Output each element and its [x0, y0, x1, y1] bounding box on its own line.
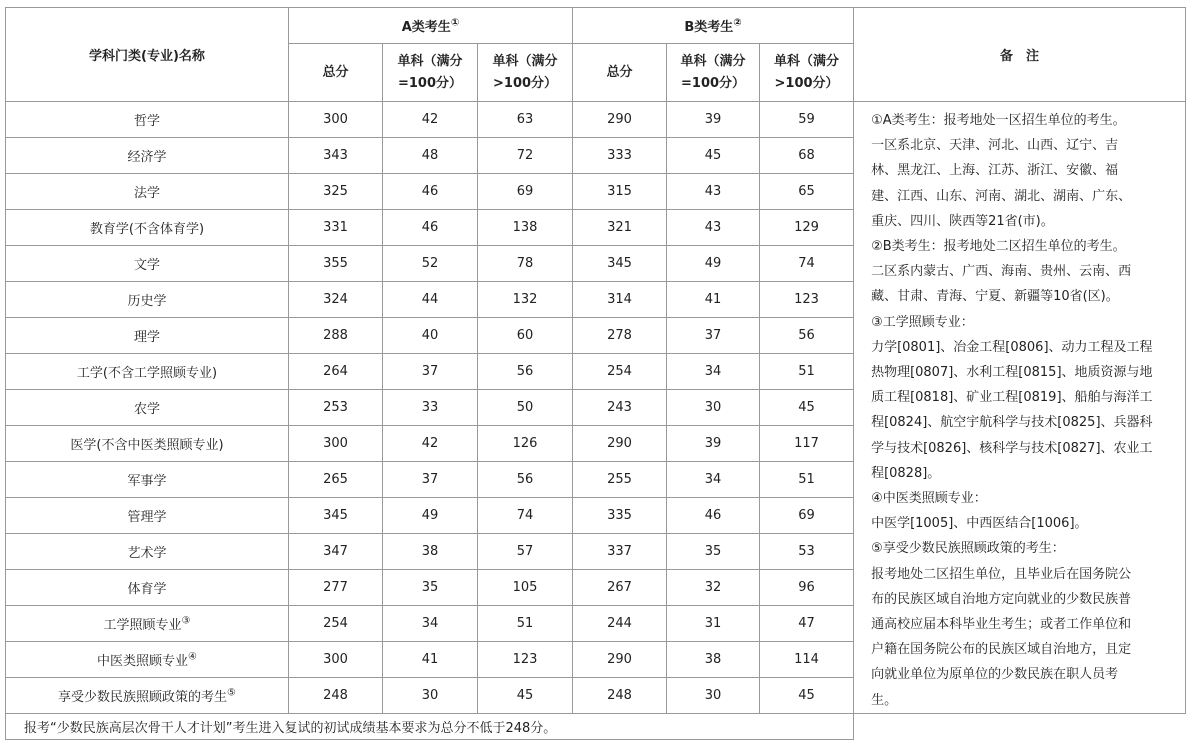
score-b-0: 290: [573, 102, 667, 138]
subject-name: 工学(不含工学照顾专业): [6, 353, 289, 389]
score-b-2: 65: [760, 173, 854, 209]
remark-line: 生。: [871, 692, 898, 708]
score-b-1: 30: [667, 677, 760, 713]
score-b-1: 39: [667, 425, 760, 461]
group-b-label: B类考生: [684, 20, 734, 35]
score-a-0: 345: [289, 497, 383, 533]
score-b-2: 117: [760, 425, 854, 461]
remark-line: 热物理[0807]、水利工程[0815]、地质资源与地: [871, 365, 1153, 381]
score-b-2: 59: [760, 102, 854, 138]
score-a-2: 56: [478, 461, 573, 497]
remark-line: 建、江西、山东、河南、湖北、湖南、广东、: [871, 188, 1132, 204]
score-a-1: 38: [383, 533, 478, 569]
score-b-2: 69: [760, 497, 854, 533]
group-a-mark: ①: [450, 17, 460, 29]
score-b-0: 314: [573, 281, 667, 317]
score-b-2: 51: [760, 353, 854, 389]
score-a-2: 45: [478, 677, 573, 713]
score-b-0: 321: [573, 209, 667, 245]
remark-line: 程[0824]、航空宇航科学与技术[0825]、兵器科: [871, 415, 1153, 431]
score-a-1: 46: [383, 209, 478, 245]
score-a-1: 37: [383, 461, 478, 497]
score-a-1: 52: [383, 245, 478, 281]
remark-line: 程[0828]。: [871, 465, 941, 481]
score-a-1: 48: [383, 137, 478, 173]
score-a-2: 132: [478, 281, 573, 317]
score-b-1: 34: [667, 461, 760, 497]
score-b-0: 243: [573, 389, 667, 425]
remark-line: 林、黑龙江、上海、江苏、浙江、安徽、福: [871, 163, 1119, 179]
subject-name: 经济学: [6, 137, 289, 173]
score-b-0: 290: [573, 641, 667, 677]
remark-line: 户籍在国务院公布的民族区域自治地方，且定: [871, 642, 1132, 658]
subject-name: 文学: [6, 245, 289, 281]
score-b-0: 345: [573, 245, 667, 281]
score-b-1: 32: [667, 569, 760, 605]
subject-name: 管理学: [6, 497, 289, 533]
score-a-0: 300: [289, 102, 383, 138]
score-a-1: 46: [383, 173, 478, 209]
score-a-0: 300: [289, 425, 383, 461]
subject-name: 法学: [6, 173, 289, 209]
score-b-2: 45: [760, 677, 854, 713]
score-a-0: 288: [289, 317, 383, 353]
score-a-1: 34: [383, 605, 478, 641]
score-b-1: 41: [667, 281, 760, 317]
score-a-0: 355: [289, 245, 383, 281]
score-a-2: 78: [478, 245, 573, 281]
score-b-2: 129: [760, 209, 854, 245]
score-b-0: 335: [573, 497, 667, 533]
score-b-1: 43: [667, 209, 760, 245]
score-a-2: 69: [478, 173, 573, 209]
remark-text: [854, 102, 1186, 714]
score-b-1: 37: [667, 317, 760, 353]
remark-line: ①A类考生：报考地处一区招生单位的考生。: [871, 113, 1126, 128]
score-a-2: 72: [478, 137, 573, 173]
header-group-a: [289, 8, 573, 44]
subject-name: 艺术学: [6, 533, 289, 569]
remark-line: 学与技术[0826]、核科学与技术[0827]、农业工: [871, 440, 1153, 456]
score-a-0: 343: [289, 137, 383, 173]
score-a-0: 265: [289, 461, 383, 497]
subject-name: 历史学: [6, 281, 289, 317]
score-b-2: 56: [760, 317, 854, 353]
score-b-1: 35: [667, 533, 760, 569]
subject-name: 体育学: [6, 569, 289, 605]
score-a-0: 324: [289, 281, 383, 317]
score-a-0: 248: [289, 677, 383, 713]
score-a-1: 37: [383, 353, 478, 389]
score-a-2: 50: [478, 389, 573, 425]
header-remark: 备 注: [854, 8, 1186, 102]
score-b-1: 39: [667, 102, 760, 138]
subject-mark: ④: [188, 651, 197, 663]
score-b-2: 53: [760, 533, 854, 569]
score-a-1: 42: [383, 425, 478, 461]
score-a-1: 41: [383, 641, 478, 677]
score-b-0: 315: [573, 173, 667, 209]
remark-line: 藏、甘肃、青海、宁夏、新疆等10省(区)。: [871, 289, 1119, 305]
score-b-0: 248: [573, 677, 667, 713]
score-a-2: 138: [478, 209, 573, 245]
subject-name: 工学照顾专业③: [6, 605, 289, 641]
subject-name: 教育学(不含体育学): [6, 209, 289, 245]
score-a-1: 33: [383, 389, 478, 425]
score-a-2: 60: [478, 317, 573, 353]
score-a-2: 126: [478, 425, 573, 461]
score-a-0: 277: [289, 569, 383, 605]
score-b-0: 244: [573, 605, 667, 641]
remark-line: 向就业单位为原单位的少数民族在职人员考: [871, 667, 1119, 683]
remark-line: 二区系内蒙古、广西、海南、贵州、云南、西: [871, 264, 1132, 280]
remark-line: 布的民族区域自治地方定向就业的少数民族普: [871, 591, 1132, 607]
score-b-0: 254: [573, 353, 667, 389]
remark-line: ③工学照顾专业：: [871, 314, 974, 330]
score-a-0: 300: [289, 641, 383, 677]
remark-line: 报考地处二区招生单位，且毕业后在国务院公: [871, 566, 1132, 582]
footnote: 报考“少数民族高层次骨干人才计划”考生进入复试的初试成绩基本要求为总分不低于248分。: [6, 713, 854, 739]
score-a-2: 123: [478, 641, 573, 677]
remark-line: 一区系北京、天津、河北、山西、辽宁、吉: [871, 138, 1119, 154]
subject-name: 享受少数民族照顾政策的考生⑤: [6, 677, 289, 713]
remark-line: 中医学[1005]、中西医结合[1006]。: [871, 516, 1088, 532]
score-a-0: 325: [289, 173, 383, 209]
subject-name: 农学: [6, 389, 289, 425]
score-requirements-table: [5, 7, 1186, 740]
score-b-2: 51: [760, 461, 854, 497]
subject-name: 理学: [6, 317, 289, 353]
header-group-b: [573, 8, 854, 44]
score-b-1: 45: [667, 137, 760, 173]
score-a-0: 331: [289, 209, 383, 245]
score-a-0: 253: [289, 389, 383, 425]
score-b-0: 333: [573, 137, 667, 173]
score-b-2: 96: [760, 569, 854, 605]
score-a-1: 44: [383, 281, 478, 317]
score-a-2: 57: [478, 533, 573, 569]
score-a-1: 42: [383, 102, 478, 138]
score-b-0: 337: [573, 533, 667, 569]
subject-name: 军事学: [6, 461, 289, 497]
subject-mark: ③: [181, 615, 191, 627]
remark-line: 力学[0801]、冶金工程[0806]、动力工程及工程: [871, 339, 1153, 355]
score-b-2: 68: [760, 137, 854, 173]
remark-line: 质工程[0818]、矿业工程[0819]、船舶与海洋工: [871, 390, 1153, 406]
score-b-1: 49: [667, 245, 760, 281]
score-b-1: 38: [667, 641, 760, 677]
score-b-1: 30: [667, 389, 760, 425]
score-b-1: 46: [667, 497, 760, 533]
score-b-2: 74: [760, 245, 854, 281]
group-a-label: A类考生: [401, 20, 451, 35]
header-b-single-100: 单科（满分 =100分）: [667, 44, 760, 102]
remark-line: 重庆、四川、陕西等21省(市)。: [871, 213, 1054, 229]
header-b-total: 总分: [573, 44, 667, 102]
score-a-2: 105: [478, 569, 573, 605]
score-b-2: 45: [760, 389, 854, 425]
score-b-1: 34: [667, 353, 760, 389]
subject-name: 医学(不含中医类照顾专业): [6, 425, 289, 461]
score-a-0: 347: [289, 533, 383, 569]
header-b-single-over-100: 单科（满分 >100分）: [760, 44, 854, 102]
score-b-0: 267: [573, 569, 667, 605]
score-a-1: 30: [383, 677, 478, 713]
subject-name: 中医类照顾专业④: [6, 641, 289, 677]
score-a-1: 35: [383, 569, 478, 605]
score-a-2: 63: [478, 102, 573, 138]
score-b-2: 47: [760, 605, 854, 641]
header-a-single-100: 单科（满分 =100分）: [383, 44, 478, 102]
header-subject-name: 学科门类(专业)名称: [6, 8, 289, 102]
score-a-2: 51: [478, 605, 573, 641]
header-a-single-over-100: 单科（满分 >100分）: [478, 44, 573, 102]
subject-name: 哲学: [6, 102, 289, 138]
score-a-1: 49: [383, 497, 478, 533]
score-b-2: 114: [760, 641, 854, 677]
score-a-2: 56: [478, 353, 573, 389]
table-row: [6, 102, 1186, 138]
score-a-0: 254: [289, 605, 383, 641]
remark-line: ②B类考生：报考地处二区招生单位的考生。: [871, 239, 1126, 255]
header-a-total: 总分: [289, 44, 383, 102]
subject-mark: ⑤: [227, 687, 236, 699]
remark-line: ④中医类照顾专业：: [871, 491, 987, 507]
group-b-mark: ②: [733, 17, 742, 29]
remark-line: 通高校应届本科毕业生考生；或者工作单位和: [871, 617, 1132, 633]
score-a-1: 40: [383, 317, 478, 353]
score-b-1: 31: [667, 605, 760, 641]
score-b-1: 43: [667, 173, 760, 209]
score-b-2: 123: [760, 281, 854, 317]
remark-line: ⑤享受少数民族照顾政策的考生：: [871, 541, 1065, 557]
score-a-0: 264: [289, 353, 383, 389]
score-a-2: 74: [478, 497, 573, 533]
score-b-0: 278: [573, 317, 667, 353]
score-b-0: 255: [573, 461, 667, 497]
score-b-0: 290: [573, 425, 667, 461]
